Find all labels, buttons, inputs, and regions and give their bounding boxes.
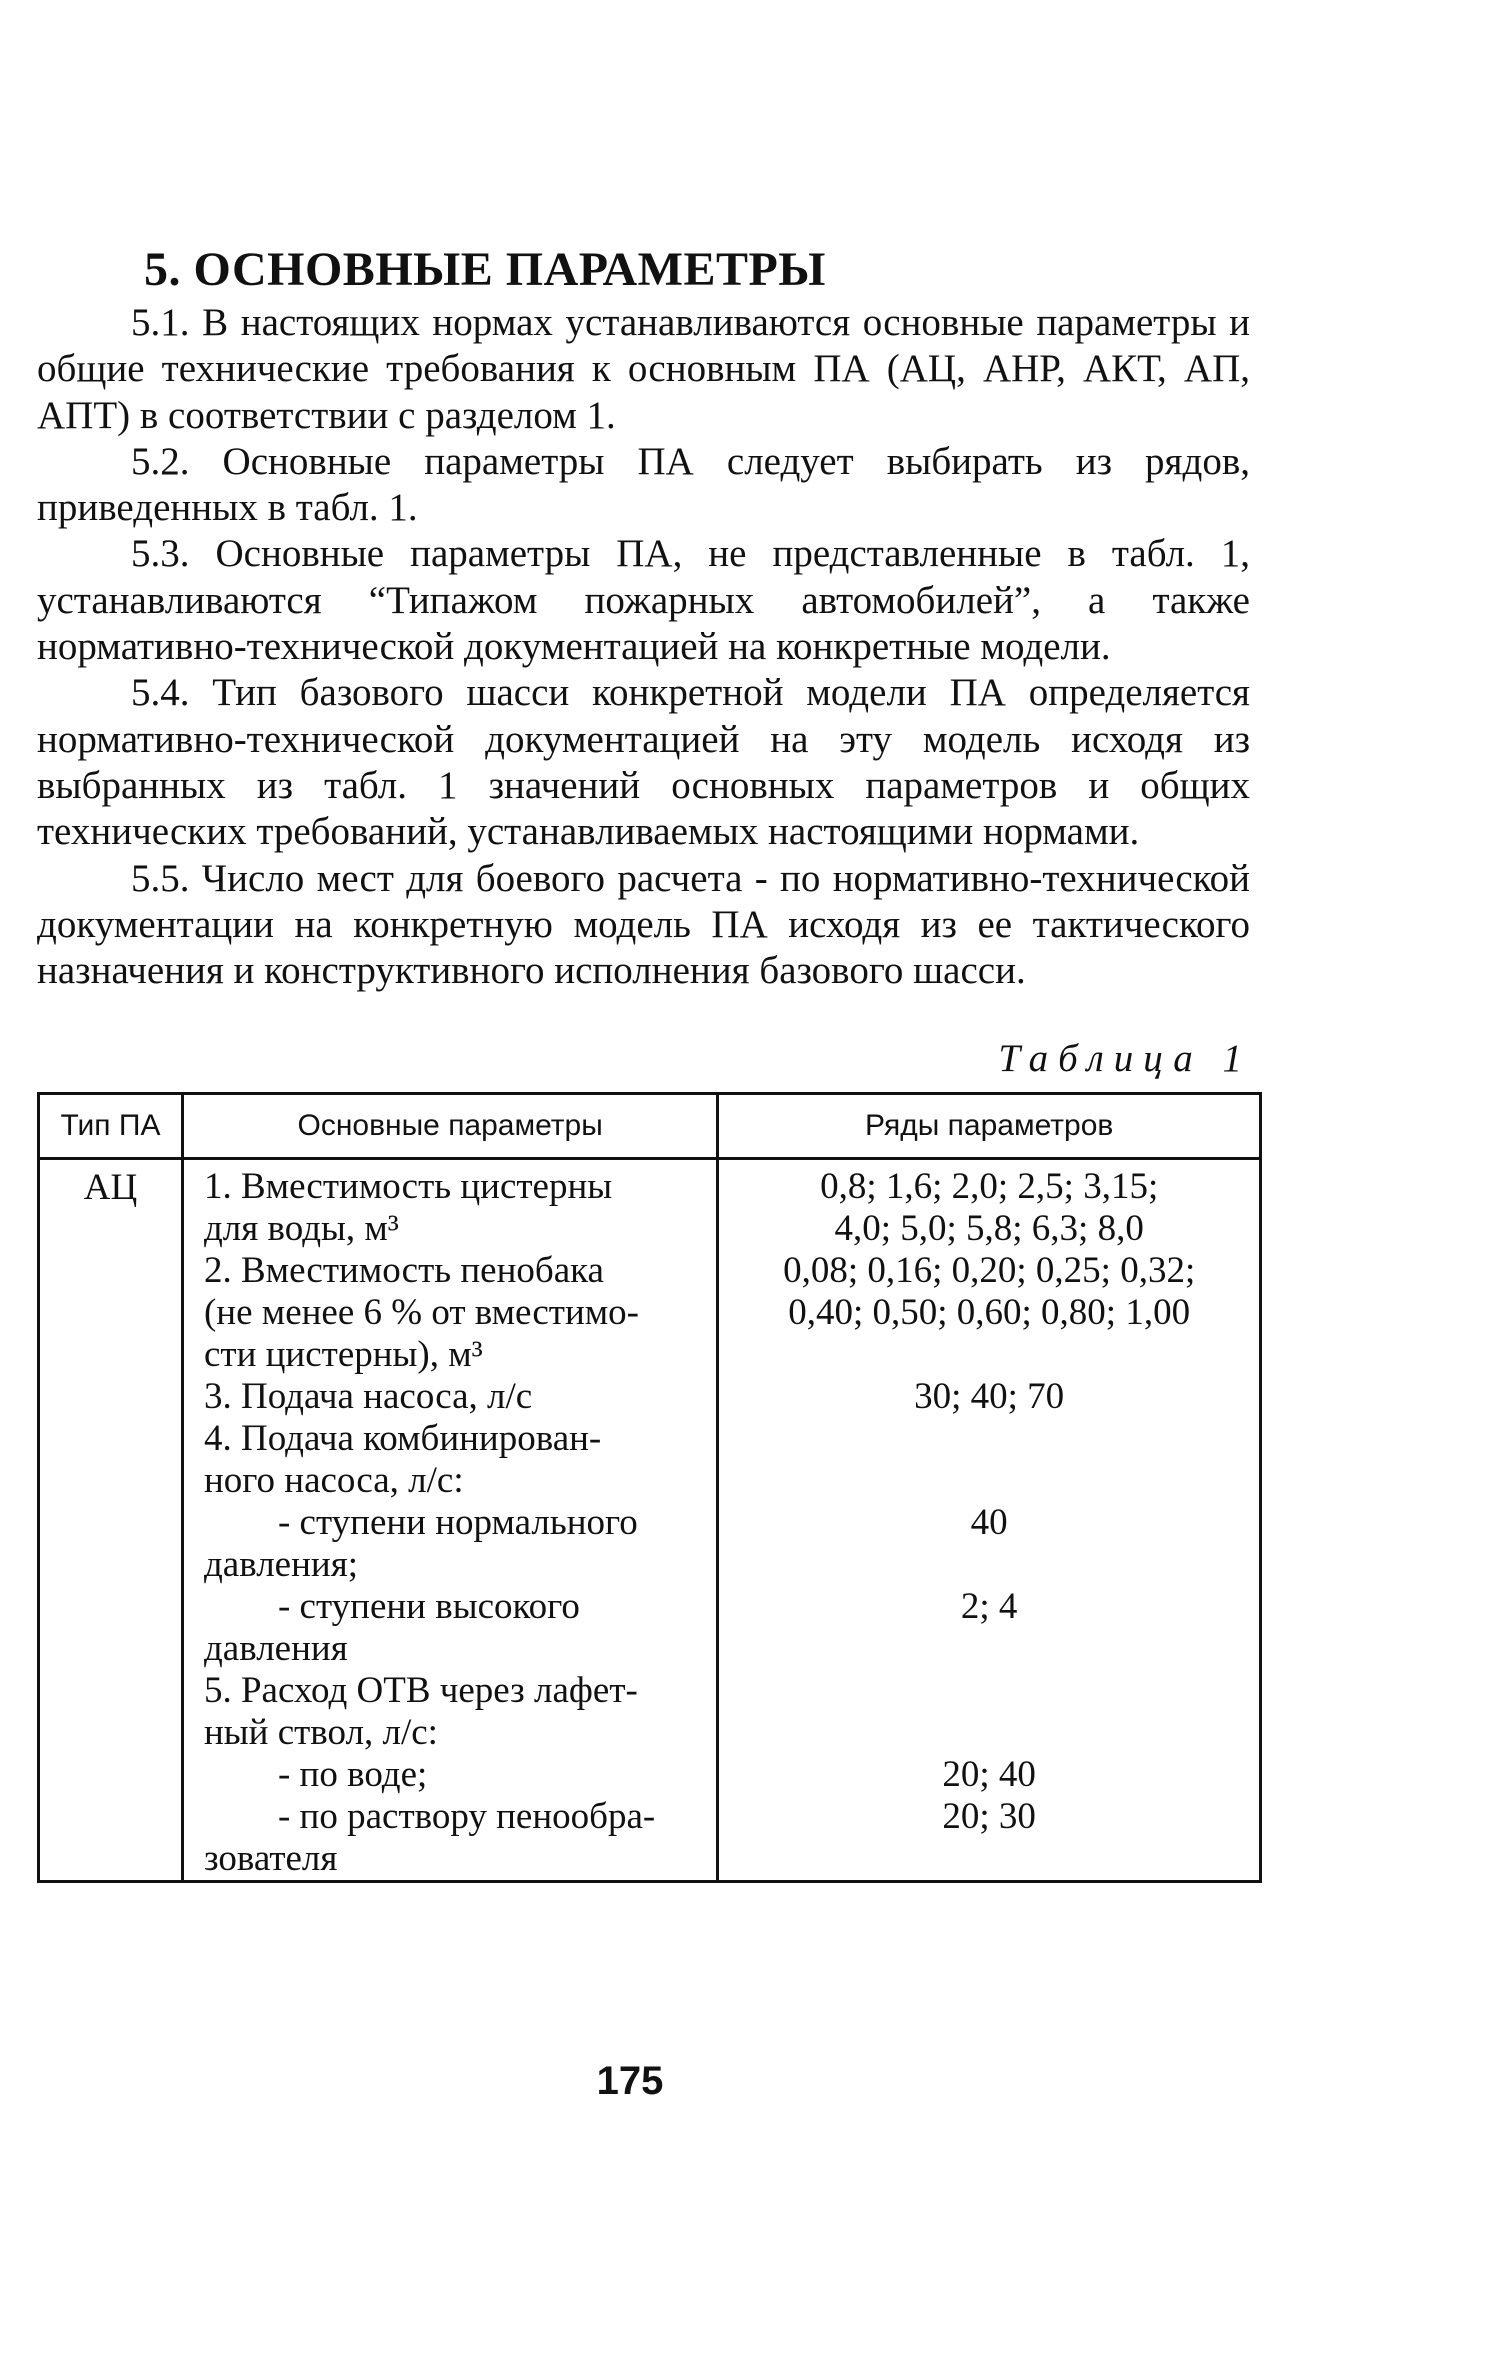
param-line: 2. Вместимость пенобака bbox=[203, 1250, 604, 1291]
value-line bbox=[727, 1838, 1251, 1880]
param-line: - ступени высокого bbox=[277, 1586, 580, 1627]
param-line: 4. Подача комбинирован- bbox=[203, 1418, 602, 1459]
value-line: 20; 40 bbox=[942, 1754, 1036, 1795]
value-line bbox=[727, 1670, 1251, 1712]
paragraph-5-5: 5.5. Число мест для боевого расчета - по нормативно-технической документации на конкретную модель ПА исходя из ее тактического назначения и конструктивного исполнения базового шасси. bbox=[37, 856, 1250, 993]
header-type: Тип ПА bbox=[39, 1094, 183, 1159]
cell-parameters bbox=[182, 1159, 717, 1882]
parameters-table bbox=[37, 1092, 1262, 1883]
table-row bbox=[39, 1159, 1261, 1882]
param-line: 5. Расход ОТВ через лафет- bbox=[203, 1670, 638, 1711]
section-title: 5. ОСНОВНЫЕ ПАРАМЕТРЫ bbox=[144, 243, 826, 296]
value-line: 20; 30 bbox=[942, 1796, 1036, 1837]
param-line: для воды, м³ bbox=[203, 1208, 399, 1249]
value-line bbox=[727, 1712, 1251, 1754]
value-line: 30; 40; 70 bbox=[914, 1376, 1065, 1417]
param-line: 1. Вместимость цистерны bbox=[203, 1166, 613, 1207]
value-line: 40 bbox=[970, 1502, 1008, 1543]
value-line bbox=[727, 1544, 1251, 1586]
paragraph-5-3: 5.3. Основные параметры ПА, не представленные в табл. 1, устанавливаются “Типажом пожарных автомобилей”, а также нормативно-технической документацией на конкретные модели. bbox=[37, 532, 1250, 669]
table-header-row bbox=[39, 1094, 1261, 1159]
value-line: 0,8; 1,6; 2,0; 2,5; 3,15; bbox=[820, 1166, 1159, 1207]
header-params: Основные параметры bbox=[182, 1094, 717, 1159]
value-line bbox=[727, 1418, 1251, 1460]
param-line: ного насоса, л/с: bbox=[203, 1460, 464, 1501]
value-line: 0,40; 0,50; 0,60; 0,80; 1,00 bbox=[788, 1292, 1191, 1333]
param-line: давления bbox=[203, 1628, 348, 1669]
param-line: - ступени нормального bbox=[277, 1502, 638, 1543]
page-number: 175 bbox=[596, 2059, 664, 2103]
param-line: сти цистерны), м³ bbox=[203, 1334, 483, 1375]
header-values: Ряды параметров bbox=[718, 1094, 1261, 1159]
cell-vehicle-type: АЦ bbox=[39, 1159, 183, 1882]
param-line: - по раствору пенообра- bbox=[277, 1796, 656, 1837]
body-text bbox=[37, 300, 1250, 994]
table-caption: Таблица 1 bbox=[998, 1037, 1252, 1080]
param-line: 3. Подача насоса, л/с bbox=[203, 1376, 533, 1417]
value-line bbox=[727, 1334, 1251, 1376]
param-line: ный ствол, л/с: bbox=[203, 1712, 438, 1753]
paragraph-5-2: 5.2. Основные параметры ПА следует выбирать из рядов, приведенных в табл. 1. bbox=[37, 439, 1250, 530]
param-line: зователя bbox=[203, 1838, 338, 1879]
value-line bbox=[727, 1628, 1251, 1670]
value-line bbox=[727, 1460, 1251, 1502]
value-line: 4,0; 5,0; 5,8; 6,3; 8,0 bbox=[834, 1208, 1144, 1249]
param-line: давления; bbox=[203, 1544, 359, 1585]
cell-values bbox=[718, 1159, 1261, 1882]
value-line: 0,08; 0,16; 0,20; 0,25; 0,32; bbox=[783, 1250, 1196, 1291]
value-line: 2; 4 bbox=[960, 1586, 1018, 1627]
paragraph-5-1: 5.1. В настоящих нормах устанавливаются основные параметры и общие технические требования к основным ПА (АЦ, АНР, АКТ, АП, АПТ) в соответствии с разделом 1. bbox=[37, 301, 1250, 437]
param-line: (не менее 6 % от вместимо- bbox=[203, 1292, 639, 1333]
param-line: - по воде; bbox=[277, 1754, 428, 1795]
paragraph-5-4: 5.4. Тип базового шасси конкретной модели ПА определяется нормативно-технической документацией на эту модель исходя из выбранных из табл. 1 значений основных параметров и общих технических требований, устанавливаемых настоящими нормами. bbox=[37, 671, 1250, 854]
